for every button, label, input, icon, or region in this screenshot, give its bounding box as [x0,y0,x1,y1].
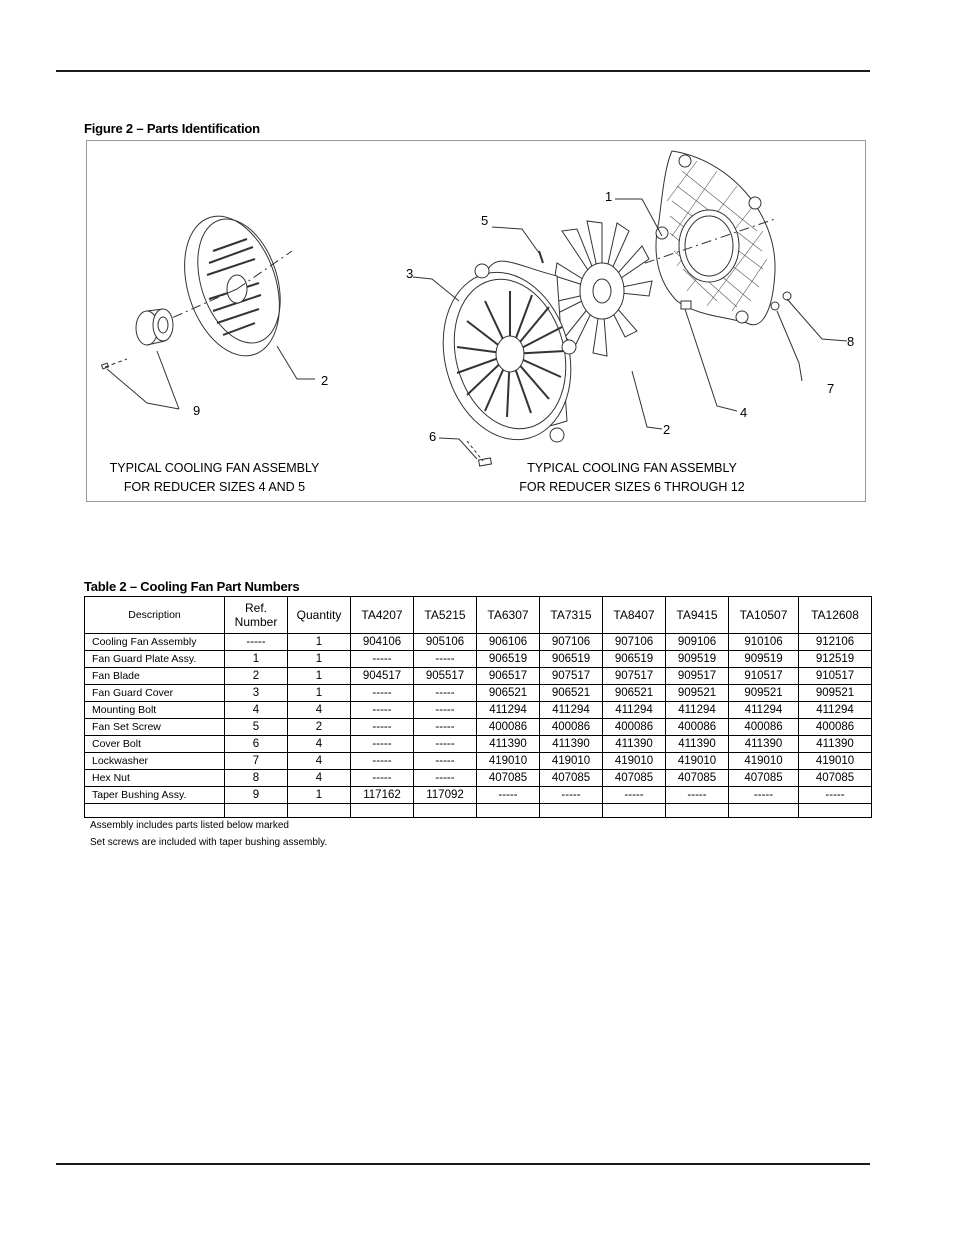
ref-number-cell: 7 [225,753,288,770]
callout-6: 6 [429,429,437,444]
part-number-cell: 400086 [799,719,872,736]
callout-3: 3 [406,266,414,281]
fan-assembly-drawing [87,141,867,503]
callout-9: 9 [193,403,201,418]
left-assembly-line2: FOR REDUCER SIZES 4 AND 5 [123,480,306,494]
ref-number-cell: 8 [225,770,288,787]
table-row [85,702,872,719]
part-number-cell: 411294 [540,702,603,719]
part-number-cell: 411390 [799,736,872,753]
part-description: Fan Guard Plate Assy. [85,651,225,668]
part-number-cell: 906517 [477,668,540,685]
part-description: Fan Set Screw [85,719,225,736]
table-caption: Table 2 – Cooling Fan Part Numbers [84,579,300,594]
left-fan-guard-drawing [147,204,296,368]
part-description: Mounting Bolt [85,702,225,719]
part-description: Cover Bolt [85,736,225,753]
table-row [85,668,872,685]
quantity-cell: 1 [288,668,351,685]
table-row [85,736,872,753]
part-number-cell: 910517 [729,668,799,685]
ref-number-cell: 5 [225,719,288,736]
part-number-cell: ----- [351,770,414,787]
part-number-cell: 905517 [414,668,477,685]
part-number-cell: 905106 [414,634,477,651]
ref-number-cell: ----- [225,634,288,651]
empty-cell [540,804,603,818]
part-number-cell: 411294 [729,702,799,719]
part-number-cell: 907106 [603,634,666,651]
header-description: Description [85,597,225,634]
quantity-cell: 1 [288,787,351,804]
part-number-cell: 407085 [729,770,799,787]
part-number-cell: 907517 [603,668,666,685]
empty-cell [414,804,477,818]
ref-number-cell: 6 [225,736,288,753]
part-number-cell: 419010 [603,753,666,770]
parts-identification-figure [86,140,866,502]
ref-number-cell: 2 [225,668,288,685]
callout-2-left: 2 [321,373,329,388]
part-number-cell: 411390 [729,736,799,753]
table-note-set-screws: Set screws are included with taper bushing assembly. [90,837,328,848]
part-description: Taper Bushing Assy. [85,787,225,804]
ref-number-cell: 1 [225,651,288,668]
header-ta10507: TA10507 [729,597,799,634]
quantity-cell: 1 [288,685,351,702]
ref-number-cell: 4 [225,702,288,719]
part-number-cell: 906521 [603,685,666,702]
table-row [85,787,872,804]
right-assembly-line2: FOR REDUCER SIZES 6 THROUGH 12 [519,480,745,494]
part-number-cell: 400086 [729,719,799,736]
part-number-cell: 400086 [540,719,603,736]
empty-cell [351,804,414,818]
part-number-cell: 411390 [666,736,729,753]
part-number-cell: ----- [666,787,729,804]
part-number-cell: 912519 [799,651,872,668]
part-number-cell: ----- [540,787,603,804]
figure-caption: Figure 2 – Parts Identification [84,121,260,136]
part-number-cell: 909521 [666,685,729,702]
part-number-cell: 407085 [540,770,603,787]
part-number-cell: 909519 [666,651,729,668]
quantity-cell: 4 [288,736,351,753]
part-number-cell: 407085 [603,770,666,787]
part-number-cell: ----- [729,787,799,804]
part-number-cell: 909519 [729,651,799,668]
part-number-cell: ----- [414,651,477,668]
table-row [85,719,872,736]
header-ta7315: TA7315 [540,597,603,634]
part-description: Lockwasher [85,753,225,770]
fan-guard-cover-drawing [425,258,589,454]
table-row [85,770,872,787]
ref-number-cell: 9 [225,787,288,804]
header-ta9415: TA9415 [666,597,729,634]
empty-cell [666,804,729,818]
part-number-cell: 411390 [477,736,540,753]
part-number-cell: 909521 [799,685,872,702]
part-number-cell: 909106 [666,634,729,651]
part-number-cell: 910517 [799,668,872,685]
empty-cell [729,804,799,818]
part-number-cell: 117162 [351,787,414,804]
empty-cell [288,804,351,818]
header-ta8407: TA8407 [603,597,666,634]
quantity-cell: 4 [288,753,351,770]
empty-cell [85,804,225,818]
part-number-cell: 400086 [603,719,666,736]
part-number-cell: 407085 [477,770,540,787]
part-number-cell: ----- [414,719,477,736]
part-number-cell: 407085 [799,770,872,787]
part-number-cell: 419010 [540,753,603,770]
part-number-cell: ----- [799,787,872,804]
part-number-cell: ----- [351,719,414,736]
header-quantity: Quantity [288,597,351,634]
table-body [85,634,872,818]
callout-5: 5 [481,213,489,228]
part-number-cell: 906521 [540,685,603,702]
part-number-cell: ----- [414,753,477,770]
part-number-cell: 904517 [351,668,414,685]
left-taper-bushing-drawing [101,309,173,369]
part-number-cell: ----- [351,736,414,753]
part-number-cell: 909521 [729,685,799,702]
empty-cell [477,804,540,818]
table-blank-row [85,804,872,818]
part-description: Fan Blade [85,668,225,685]
quantity-cell: 4 [288,702,351,719]
part-number-cell: 411294 [799,702,872,719]
part-number-cell: ----- [351,651,414,668]
header-ta12608: TA12608 [799,597,872,634]
part-description: Fan Guard Cover [85,685,225,702]
part-number-cell: ----- [351,702,414,719]
empty-cell [799,804,872,818]
header-ta4207: TA4207 [351,597,414,634]
part-number-cell: 411390 [603,736,666,753]
table-header-row [85,597,872,634]
ref-number-cell: 3 [225,685,288,702]
part-description: Hex Nut [85,770,225,787]
part-number-cell: 419010 [477,753,540,770]
part-number-cell: 419010 [729,753,799,770]
part-number-cell: 400086 [666,719,729,736]
part-number-cell: 907106 [540,634,603,651]
bottom-rule [56,1163,870,1165]
part-number-cell: 400086 [477,719,540,736]
part-number-cell: 910106 [729,634,799,651]
part-number-cell: 904106 [351,634,414,651]
callout-2-right: 2 [663,422,671,437]
part-number-cell: 411294 [477,702,540,719]
part-number-cell: 419010 [799,753,872,770]
part-number-cell: ----- [414,702,477,719]
part-number-cell: 907517 [540,668,603,685]
part-number-cell: 411294 [666,702,729,719]
cooling-fan-parts-table [84,596,872,818]
part-description: Cooling Fan Assembly [85,634,225,651]
callout-4: 4 [740,405,748,420]
part-number-cell: ----- [351,685,414,702]
left-assembly-line1: TYPICAL COOLING FAN ASSEMBLY [109,461,320,475]
part-number-cell: 419010 [666,753,729,770]
part-number-cell: ----- [603,787,666,804]
part-number-cell: 909517 [666,668,729,685]
part-number-cell: ----- [414,685,477,702]
part-number-cell: 906519 [540,651,603,668]
header-ref-number: Ref. Number [225,597,288,634]
quantity-cell: 4 [288,770,351,787]
table-row [85,753,872,770]
part-number-cell: 411294 [603,702,666,719]
header-ta5215: TA5215 [414,597,477,634]
part-number-cell: ----- [414,770,477,787]
part-number-cell: 117092 [414,787,477,804]
table-row [85,685,872,702]
callout-1: 1 [605,189,613,204]
table-row [85,634,872,651]
part-number-cell: ----- [351,753,414,770]
quantity-cell: 1 [288,651,351,668]
header-ta6307: TA6307 [477,597,540,634]
quantity-cell: 2 [288,719,351,736]
table-note-assembly: Assembly includes parts listed below marked [90,820,289,831]
part-number-cell: 912106 [799,634,872,651]
part-number-cell: 906521 [477,685,540,702]
callout-7: 7 [827,381,835,396]
part-number-cell: 906106 [477,634,540,651]
right-assembly-line1: TYPICAL COOLING FAN ASSEMBLY [527,461,737,475]
top-rule [56,70,870,72]
guard-plate-drawing [607,151,775,325]
right-assembly-caption [512,459,752,497]
part-number-cell: 906519 [477,651,540,668]
empty-cell [225,804,288,818]
part-number-cell: 411390 [540,736,603,753]
part-number-cell: ----- [414,736,477,753]
empty-cell [603,804,666,818]
left-assembly-caption [107,459,322,497]
quantity-cell: 1 [288,634,351,651]
part-number-cell: 407085 [666,770,729,787]
part-number-cell: ----- [477,787,540,804]
part-number-cell: 906519 [603,651,666,668]
table-row [85,651,872,668]
callout-8: 8 [847,334,855,349]
